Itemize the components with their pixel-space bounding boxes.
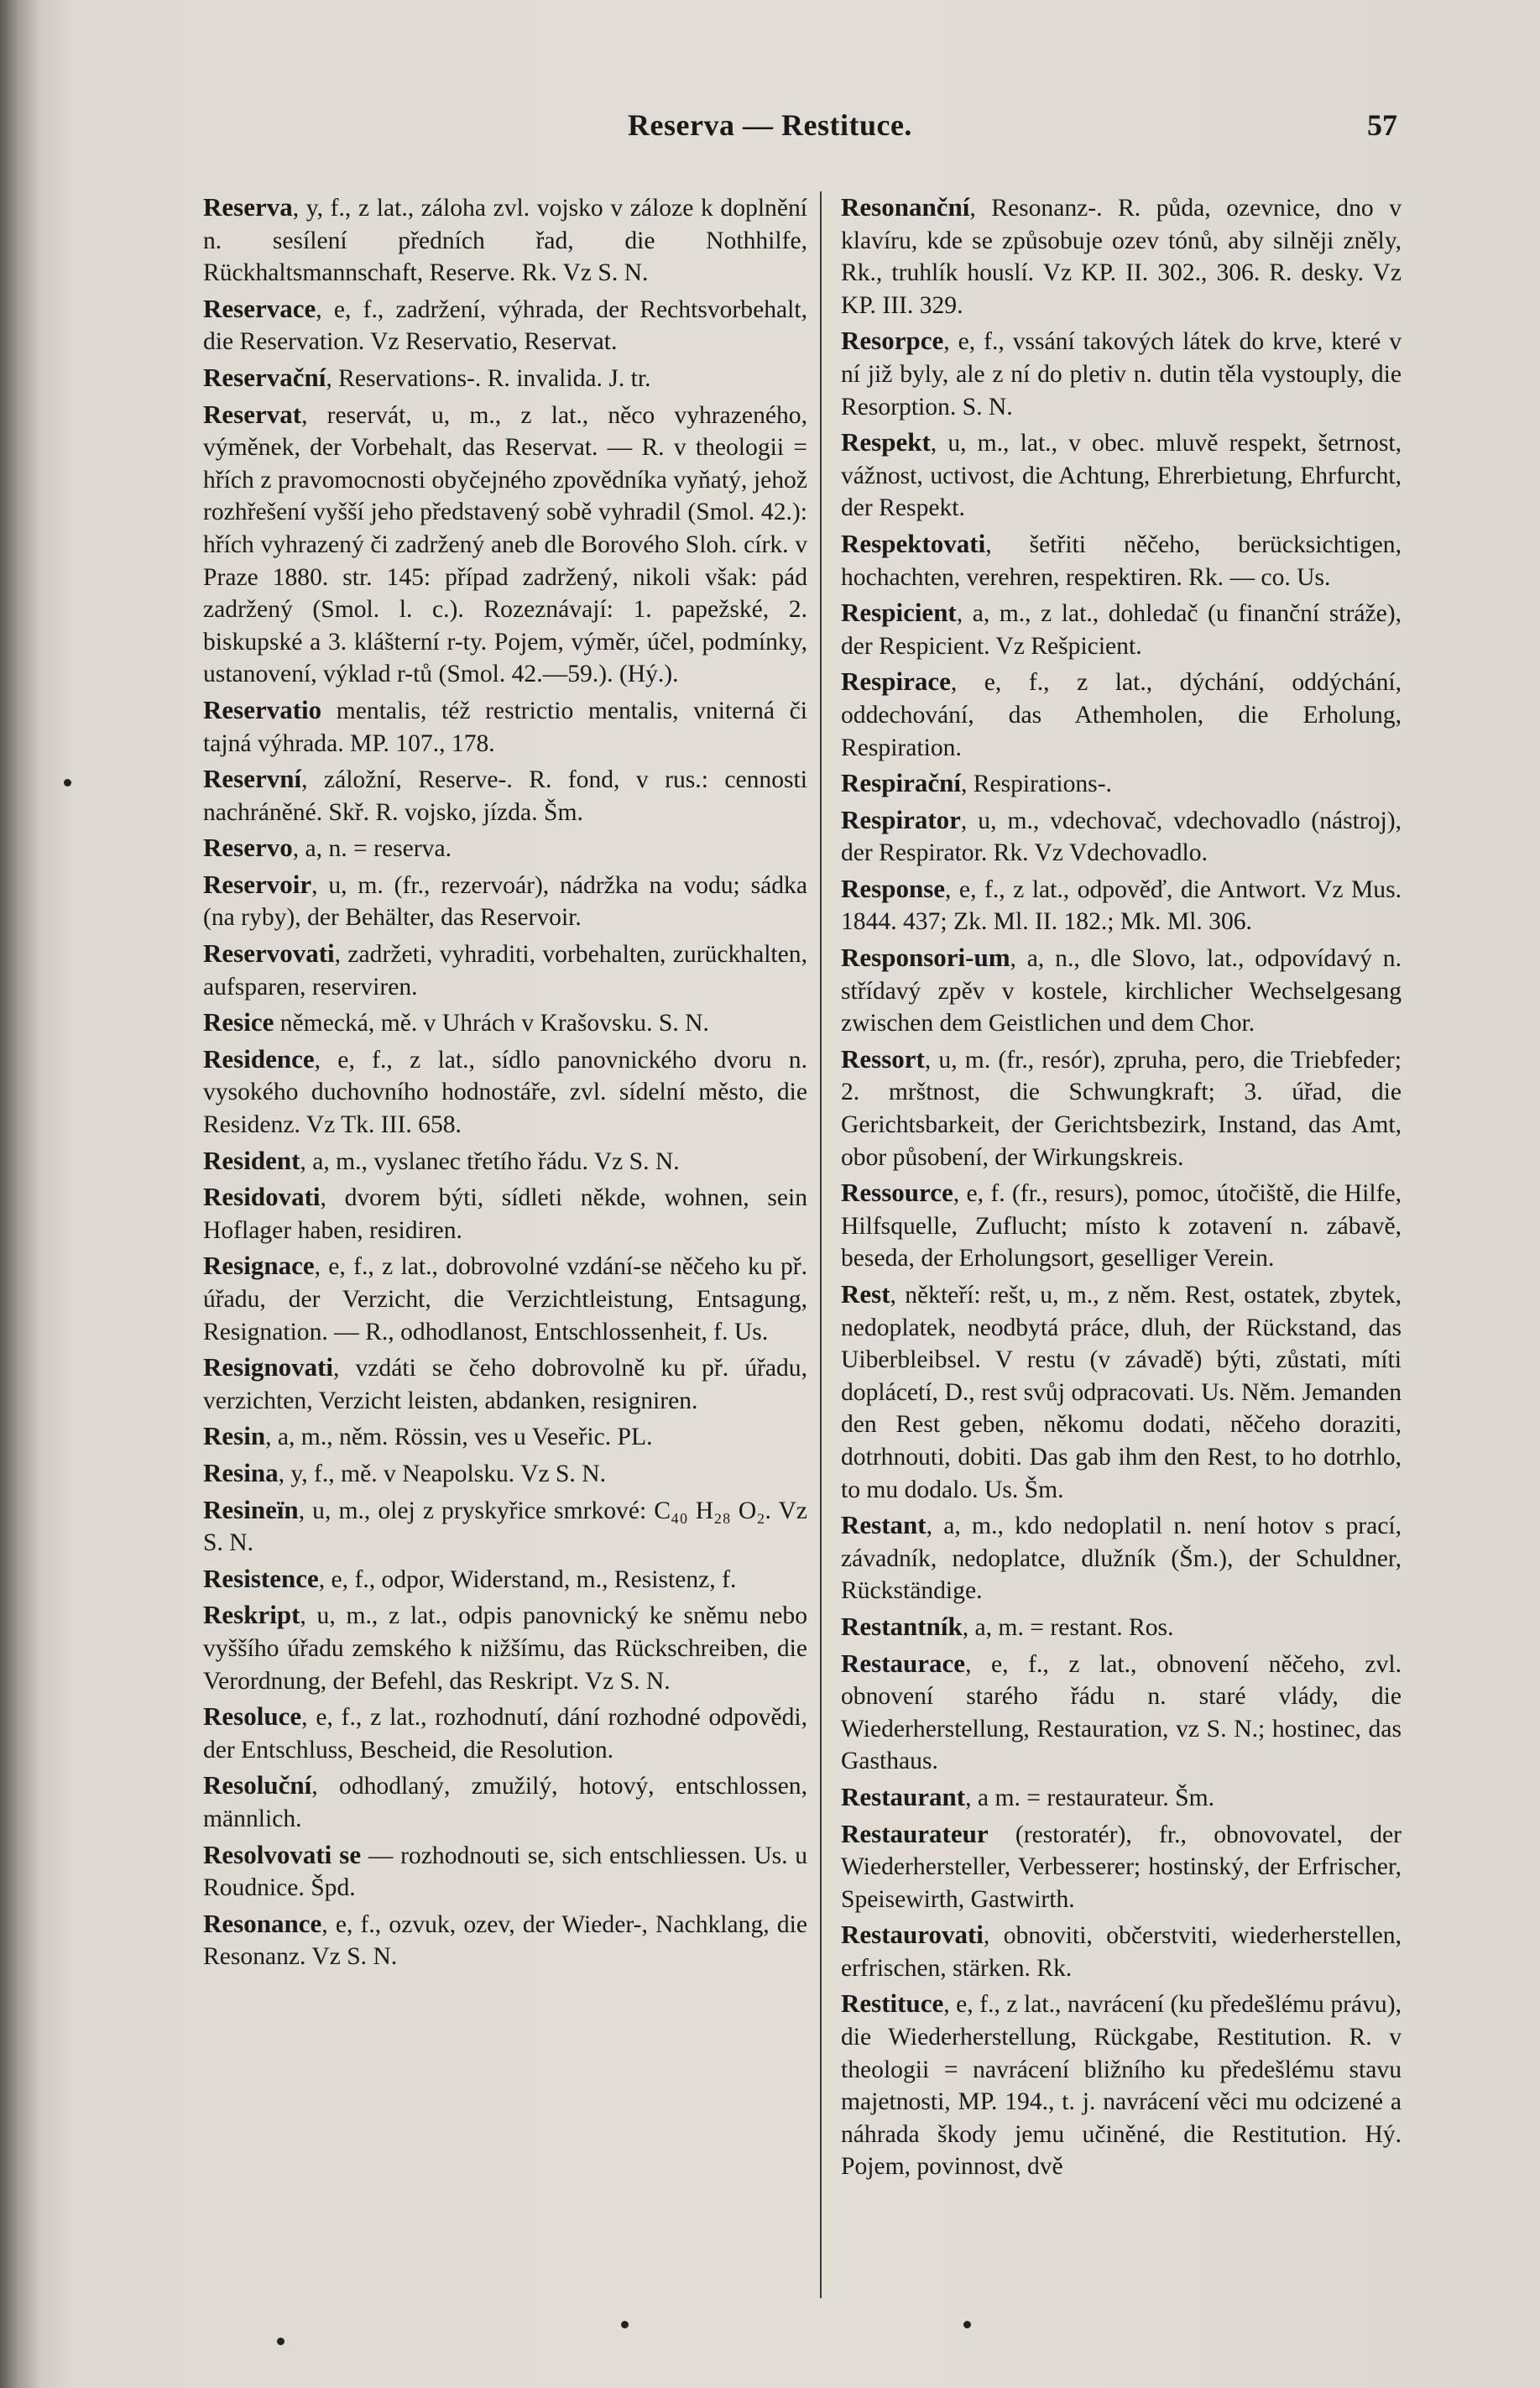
dictionary-entry [203,1563,807,1596]
dictionary-entry [841,1818,1402,1916]
entry-headword: Resolvovati se [203,1839,362,1869]
left-column [203,191,807,1977]
entry-headword: Resineïn [203,1494,299,1524]
entry-definition: , u, m., vdechovač, vdechovadlo (nástroj), der Respirator. Rk. Vz Vdechovadlo. [841,807,1402,867]
entry-headword: Resin [203,1421,266,1451]
entry-headword: Reservat [203,399,302,429]
entry-headword: Reservní [203,764,302,794]
dictionary-entry [203,1351,807,1417]
entry-headword: Restituce [841,1988,944,2019]
dictionary-entry [203,832,807,865]
entry-definition: , záložní, Reserve-. R. fond, v rus.: cennosti nachráněné. Skř. R. vojsko, jízda. Šm. [203,766,807,826]
entry-definition: , e, f., z lat., dýchání, oddýchání, oddechování, das Athemholen, die Erholung, Respiration. [841,669,1402,761]
entry-definition: , Reservations-. R. invalida. J. tr. [326,364,651,392]
dictionary-entry [203,694,807,760]
dictionary-entry [203,1006,807,1040]
entry-definition: , obnoviti, občerstviti, wiederherstellen, erfrischen, stärken. Rk. [841,1922,1402,1982]
entry-definition: , šetřiti něčeho, berücksichtigen, hochachten, verehren, respektiren. Rk. — co. Us. [841,530,1402,591]
entry-headword: Respekt [841,427,931,457]
dictionary-entry [203,938,807,1003]
dictionary-entry [203,191,807,290]
entry-definition: , a, n. = reserva. [292,835,452,863]
entry-headword: Resoluční [203,1770,312,1800]
dictionary-entry [203,763,807,828]
entry-headword: Responsori-um [841,943,1010,973]
dictionary-entry [841,1988,1402,2183]
dictionary-entry [203,362,807,395]
entry-definition: , a m. = restaurateur. Šm. [965,1784,1215,1811]
entry-definition: mentalis, též restrictio mentalis, vniterná či tajná výhrada. MP. 107., 178. [203,697,807,757]
entry-headword: Resignovati [203,1352,333,1382]
dictionary-entry [203,1769,807,1835]
entry-headword: Resice [203,1007,274,1037]
page-header [0,107,1540,158]
entry-definition: , e, f., z lat., rozhodnutí, dání rozhodné odpovědi, der Entschluss, Bescheid, die Resolution. [203,1704,807,1764]
dictionary-entry [841,1509,1402,1607]
dictionary-entry [841,767,1402,801]
entry-headword: Response [841,873,946,903]
dictionary-entry [203,1420,807,1454]
entry-definition: — rozhodnouti se, sich entschliessen. Us. u Roudnice. Špd. [203,1842,807,1902]
entry-headword: Restaurant [841,1781,966,1811]
dictionary-entry [841,528,1402,593]
scan-speck [277,2338,285,2345]
page-number: 57 [1367,108,1397,142]
dictionary-entry [841,191,1402,321]
dictionary-entry [203,293,807,358]
entry-headword: Respirační [841,768,961,798]
dictionary-entry [841,1648,1402,1778]
entry-definition: , e, f., odpor, Widerstand, m., Resistenz, f. [318,1565,737,1593]
entry-definition: , a, n., dle Slovo, lat., odpovídavý n. střídavý zpěv v kostele, kirchlicher Wechselgesang zwischen dem Geistlichen und dem Chor. [841,945,1402,1037]
entry-headword: Residovati [203,1182,321,1212]
entry-headword: Respirator [841,804,961,834]
entry-headword: Respirace [841,666,951,697]
scan-speck [621,2321,629,2328]
scan-speck [963,2321,971,2328]
entry-headword: Resistence [203,1563,319,1593]
entry-headword: Rest [841,1279,890,1309]
scan-speck [64,779,71,786]
dictionary-entry [203,1181,807,1246]
entry-definition: , e, f., z lat., dobrovolné vzdání-se něčeho ku př. úřadu, der Verzicht, die Verzichtleistung, Entsagung, Resignation. — R., odhodlanost, Entschlossenheit, f. Us. [203,1253,807,1346]
entry-definition: , e, f. (fr., resurs), pomoc, útočiště, die Hilfe, Hilfsquelle, Zuflucht; místo k zotavení n. zábavě, beseda, der Erholungsort, geselliger Verein. [841,1180,1402,1272]
entry-headword: Restaurateur [841,1818,989,1848]
entry-definition: , e, f., z lat., navrácení (ku předešlému právu), die Wiederherstellung, Rückgabe, Restitution. R. v theologii = navrácení bližního ku předešlému stavu majetnosti, MP. 194., t. j. navrácení věci mu odcizené a náhrada škody jemu učiněné, die Restitution. Hý. Pojem, povinnost, dvě [841,1991,1402,2181]
entry-definition: , y, f., z lat., záloha zvl. vojsko v záloze k doplnění n. sesílení předních řad, die Nothhilfe, Rückhaltsmannschaft, Reserve. Rk. Vz S. N. [203,195,807,287]
entry-definition: , u, m. (fr., resór), zpruha, pero, die Triebfeder; 2. mrštnost, die Schwungkraft; 3. úřad, die Gerichtsbarkeit, der Gerichtsbezirk, Instand, das Amt, obor působení, der Wirkungskreis. [841,1046,1402,1171]
entry-definition: , a, m., kdo nedoplatil n. není hotov s prací, závadník, nedoplatce, dlužník (Šm.), der Schuldner, Rückständige. [841,1513,1402,1605]
entry-headword: Resoluce [203,1701,302,1732]
entry-headword: Respicient [841,598,957,628]
dictionary-entry [841,426,1402,525]
dictionary-entry [841,873,1402,938]
entry-headword: Resignace [203,1251,315,1281]
dictionary-entry [841,1278,1402,1506]
entry-definition: , e, f., ozvuk, ozev, der Wieder-, Nachklang, die Resonanz. Vz S. N. [203,1910,807,1971]
entry-headword: Respektovati [841,528,986,558]
entry-definition: , e, f., z lat., sídlo panovnického dvoru n. vysokého duchovního hodnostáře, zvl. sídelní město, die Residenz. Vz Tk. III. 658. [203,1046,807,1139]
entry-definition: , e, f., z lat., obnovení něčeho, zvl. obnovení starého řádu n. staré vlády, die Wiederherstellung, Restauration, vz S. N.; hostinec, das Gasthaus. [841,1650,1402,1775]
entry-headword: Restaurovati [841,1920,984,1950]
dictionary-entry [203,1043,807,1142]
entry-headword: Reservatio [203,694,322,724]
entry-headword: Ressort [841,1043,925,1074]
entry-definition: , Resonanz-. R. půda, ozevnice, dno v klavíru, kde se způsobuje ozev tónů, aby silněji zněly, Rk., truhlík houslí. Vz KP. II. 302., 306. R. desky. Vz KP. III. 329. [841,195,1402,319]
entry-definition: , odhodlaný, zmužilý, hotový, entschlossen, männlich. [203,1773,807,1832]
entry-headword: Reservoir [203,869,312,899]
entry-definition: , někteří: rešt, u, m., z něm. Rest, ostatek, zbytek, nedoplatek, neodbytá práce, dluh, der Rückstand, das Uiberbleibsel. V restu (v závadě) býti, zůstati, míti doplácetí, D., rest svůj odpracovati. Us. Něm. Jemanden den Rest geben, někomu dodati, něčeho doraziti, dotrhnouti, dobiti. Das gab ihm den Rest, to ho dotrhlo, to mu dodalo. Us. Šm. [841,1282,1402,1503]
entry-definition: , zadržeti, vyhraditi, vorbehalten, zurückhalten, aufsparen, reserviren. [203,941,807,1001]
entry-definition: německá, mě. v Uhrách v Krašovsku. S. N. [274,1010,709,1037]
entry-definition: , u, m., z lat., odpis panovnický ke sněmu nebo vyššího úřadu zemského k nižšímu, das Rückschreiben, die Verordnung, der Befehl, das Reskript. Vz S. N. [203,1602,807,1695]
entry-definition: , u, m., olej z pryskyřice smrkové: C₄₀ H₂₈ O₂. Vz S. N. [203,1497,807,1557]
entry-definition: , a, m., něm. Rössin, ves u Veseřic. PL. [265,1424,653,1451]
dictionary-entry [203,1250,807,1348]
entry-definition: , e, f., zadržení, výhrada, der Rechtsvorbehalt, die Reservation. Vz Reservatio, Reservat. [203,295,807,356]
dictionary-entry [841,666,1402,764]
entry-headword: Reservo [203,833,293,863]
entry-headword: Reservovati [203,938,335,969]
entry-definition: , a, m., z lat., dohledač (u finanční stráže), der Respicient. Vz Rešpicient. [841,600,1402,660]
entry-headword: Resina [203,1457,279,1487]
entry-headword: Restant [841,1510,927,1540]
entry-headword: Restantník [841,1611,963,1641]
entry-headword: Reservační [203,362,326,392]
dictionary-entry [203,1494,807,1560]
dictionary-entry [841,597,1402,662]
column-divider [820,191,822,2298]
entry-headword: Resonance [203,1908,322,1938]
entry-definition: , dvorem býti, sídleti někde, wohnen, sein Hoflager haben, residiren. [203,1184,807,1244]
dictionary-entry [203,399,807,691]
entry-headword: Ressource [841,1178,953,1208]
right-column [841,191,1402,2187]
entry-definition: , vzdáti se čeho dobrovolně ku př. úřadu, verzichten, Verzicht leisten, abdanken, resigniren. [203,1355,807,1414]
entry-definition: , u, m. (fr., rezervoár), nádržka na vodu; sádka (na ryby), der Behälter, das Reservoir. [203,871,807,932]
entry-headword: Resorpce [841,326,944,356]
entry-definition: , Respirations-. [960,771,1112,798]
dictionary-entry [203,1908,807,1973]
entry-headword: Reservace [203,293,316,323]
dictionary-entry [841,804,1402,870]
dictionary-entry [203,1839,807,1905]
entry-definition: , a, m. = restant. Ros. [962,1613,1174,1641]
entry-definition: , u, m., lat., v obec. mluvě respekt, šetrnost, vážnost, uctivost, die Achtung, Ehrerbietung, Ehrfurcht, der Respekt. [841,430,1402,522]
entry-definition: (restoratér), fr., obnovovatel, der Wiederhersteller, Verbesserer; hostinský, der Erfrischer, Speisewirth, Gastwirth. [841,1821,1402,1913]
entry-definition: , e, f., vssání takových látek do krve, které v ní již byly, ale z ní do pletiv n. dutin těla vystouply, die Resorption. S. N. [841,328,1402,421]
page-title: Reserva — Restituce. [628,108,912,142]
dictionary-entry [203,1599,807,1697]
entry-definition: , a, m., vyslanec třetího řádu. Vz S. N. [300,1147,680,1175]
entry-headword: Reskript [203,1600,300,1630]
entry-headword: Reserva [203,192,293,222]
dictionary-entry [841,1177,1402,1275]
dictionary-entry [203,1457,807,1491]
dictionary-entry [203,869,807,934]
entry-headword: Resident [203,1145,300,1175]
entry-headword: Restaurace [841,1648,966,1678]
dictionary-entry [203,1145,807,1178]
entry-definition: , reservát, u, m., z lat., něco vyhrazeného, výměnek, der Vorbehalt, das Reservat. — R. v theologii = hřích z pravomocnosti obyčejného zpovědníka vyňatý, jehož rozhřešení vyšší jeho představený sobě vyhradil (Smol. 42.): hřích vyhrazený či zadržený aneb dle Borového Sloh. círk. v Praze 1880. str. 145: případ zadržený, nikoli však: pád zadržený (Smol. l. c.). Rozeznávají: 1. papežské, 2. biskupské a 3. klášterní r-ty. Pojem, výměr, účel, podmínky, ustanovení, výklad r-tů (Smol. 42.—59.). (Hý.). [203,401,807,688]
dictionary-entry [841,1611,1402,1644]
entry-definition: , e, f., z lat., odpověď, die Antwort. Vz Mus. 1844. 437; Zk. Ml. II. 182.; Mk. Ml. 306. [841,875,1402,936]
dictionary-entry [203,1701,807,1766]
entry-headword: Residence [203,1043,315,1074]
dictionary-entry [841,1919,1402,1984]
dictionary-entry [841,1781,1402,1815]
dictionary-entry [841,325,1402,423]
dictionary-entry [841,942,1402,1040]
dictionary-entry [841,1043,1402,1173]
entry-definition: , y, f., mě. v Neapolsku. Vz S. N. [278,1460,607,1487]
entry-headword: Resonanční [841,192,970,222]
